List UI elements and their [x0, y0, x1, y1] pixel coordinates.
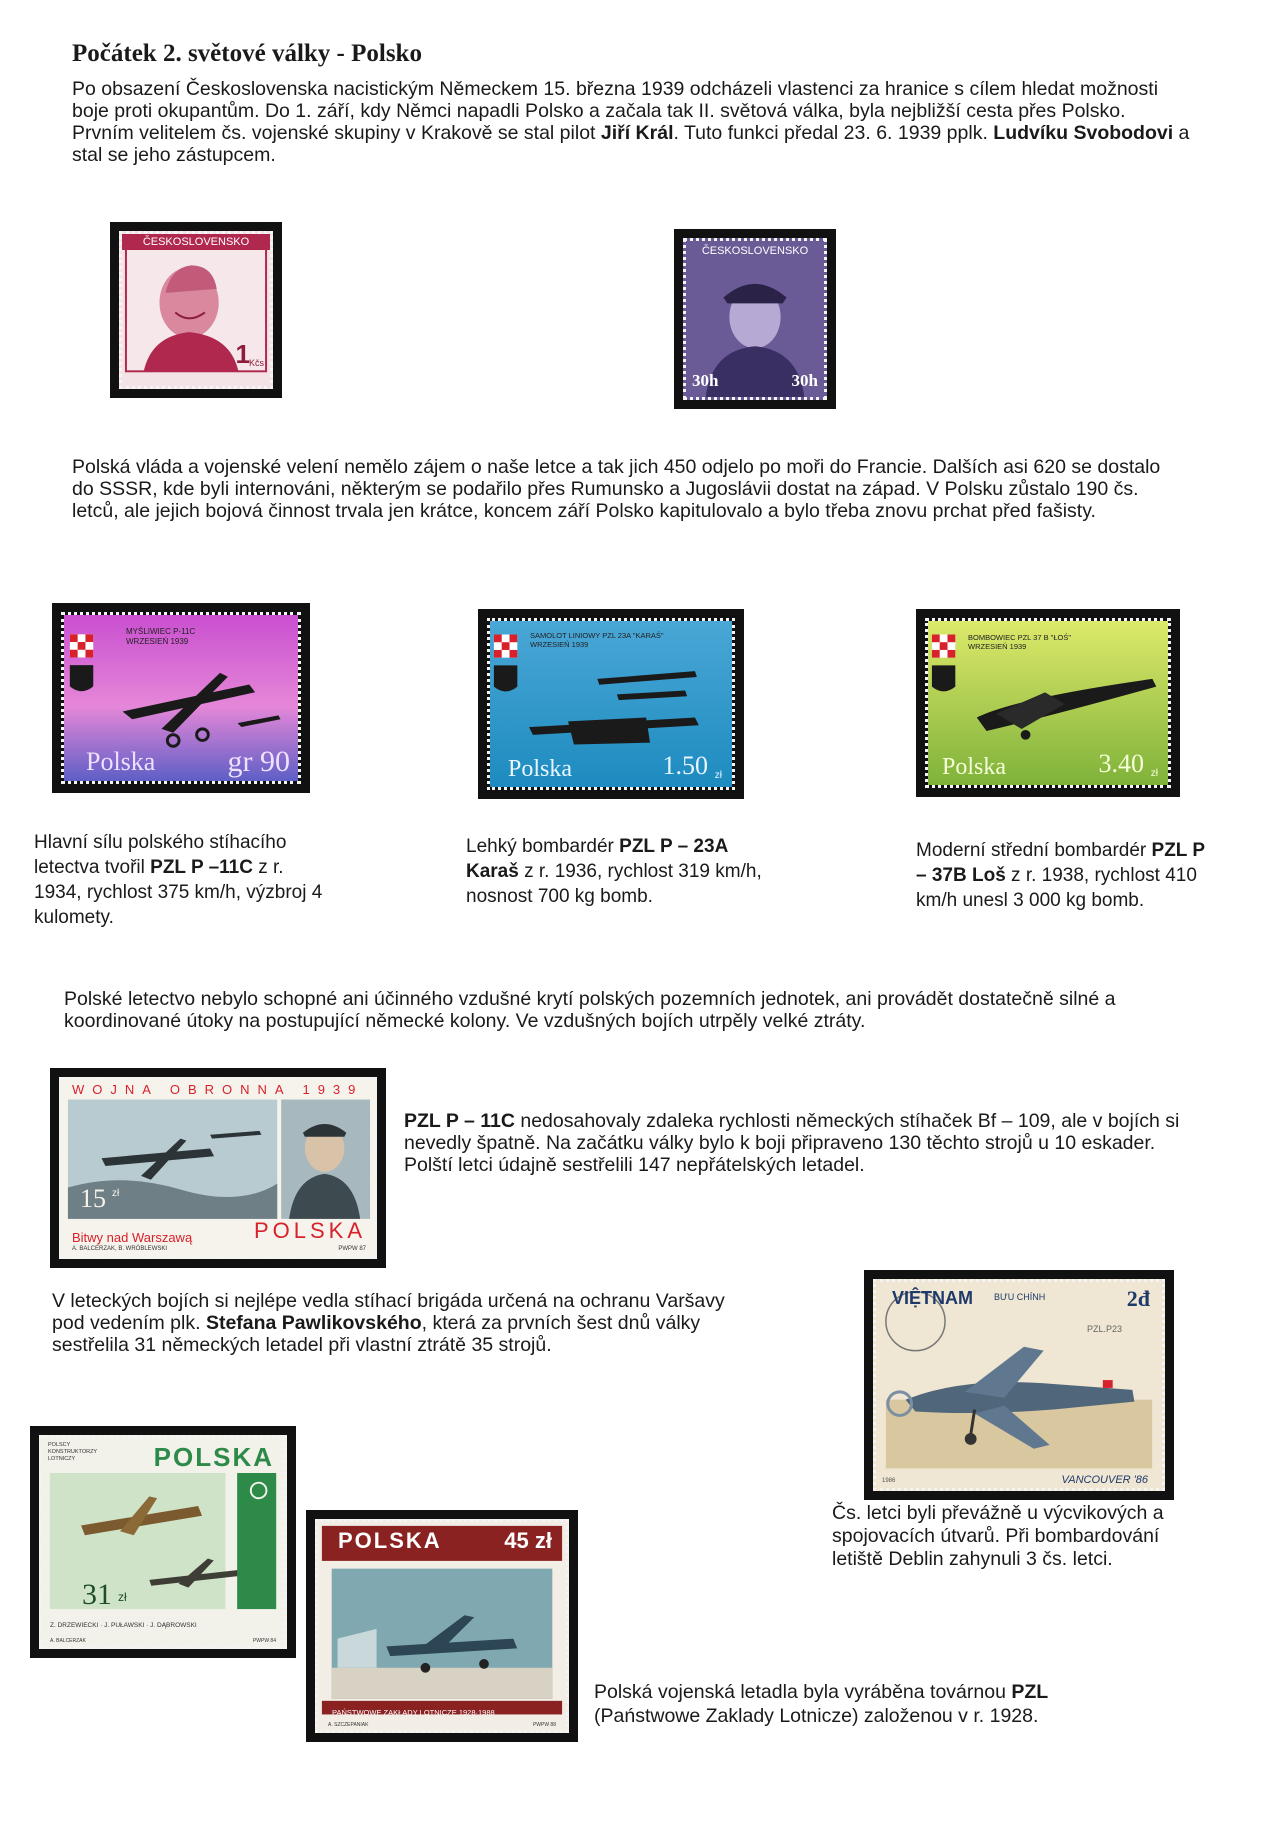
- stamp-country: Polska: [86, 747, 156, 776]
- stamp-credit: A. BALCERZAK, B. WRÓBLEWSKI: [72, 1246, 168, 1252]
- stamp-vietnam: [864, 1270, 1174, 1500]
- stamp-title-2: WRZESIEŃ 1939: [126, 637, 189, 646]
- stamp-bottom-text: PAŃSTWOWE ZAKŁADY LOTNICZE 1928·1988: [332, 1708, 495, 1717]
- stamp-country: POLSKA: [253, 1218, 366, 1243]
- stamp-country: ČESKOSLOVENSKO: [122, 234, 270, 250]
- stamp-pl-p11c: [52, 603, 310, 793]
- stamp-value: 45 zł: [504, 1528, 552, 1553]
- stamp-printer: PWPW 84: [252, 1638, 276, 1644]
- paragraph-evacuation: Polská vláda a vojenské velení nemělo zájem o naše letce a tak jich 450 odjelo po moři do Francie. Dalších asi 620 se dostalo do SSSR, kde byli internováni, některým se podařilo přes Rumunsko a Jugoslávii dostat na západ. V Polsku zůstalo 190 čs. letců, ale jejich bojová činnost trvala jen krátce, koncem září Polsko kapitulovalo a bylo třeba znovu prchat před fašisty.: [72, 456, 1161, 522]
- stamp-country: POLSKA: [153, 1442, 274, 1472]
- stamp-unit: zł: [1150, 768, 1158, 779]
- stamp-title-2: WRZESIEŃ 1939: [968, 642, 1027, 651]
- intro-text-1: Po obsazení Československa nacistickým Německem 15. března 1939 odcházeli vlastenci za hranice s cílem hledat možnosti boje proti okupantům. Do 1. září, kdy Němci napadli Polsko a začala tak II. světová válka, byla nejbližší cesta přes Polsko.: [72, 78, 1159, 122]
- stamp-value-left: 30h: [692, 371, 719, 390]
- stamp-unit: zł: [714, 770, 722, 781]
- stamp-title-1: BOMBOWIEC PZL 37 B "ŁOŚ": [968, 633, 1071, 642]
- pzl-p23-plane-image: [876, 1282, 1162, 1488]
- stamp-country: VIỆTNAM: [892, 1288, 973, 1308]
- stamp-post: BƯU CHÍNH: [994, 1292, 1046, 1302]
- stamp-cs-portrait: [110, 222, 282, 398]
- stamp-unit: zł: [112, 1188, 120, 1199]
- stamp-value-right: 30h: [791, 371, 818, 390]
- intro-text-2: Prvním velitelem čs. vojenské skupiny v Krakově se stal pilot Jiří Král. Tuto funkci předal 23. 6. 1939 pplk. Ludvíku Svobodovi a stal se jeho zástupcem.: [72, 122, 1190, 166]
- stamp-value: 15: [80, 1184, 106, 1213]
- caption-p37b: Moderní střední bombardér PZL P – 37B Loš z r. 1938, rychlost 410 km/h unesl 3 000 kg bomb.: [916, 840, 1205, 911]
- stamp-title-1: MYŚLIWIEC P-11C: [126, 627, 196, 636]
- paragraph-p11c: PZL P – 11C nedosahovaly zdaleka rychlosti německých stíhaček Bf – 109, ale v bojích si nevedly špatně. Na začátku války bylo k boji připraveno 130 těchto strojů u 10 eskader. Polští letci údajně sestřelili 147 nepřátelských letadel.: [404, 1110, 1180, 1176]
- paragraph-air-force: Polské letectvo nebylo schopné ani účinného vzdušné krytí polských pozemních jednotek, ani provádět dostatečně silné a koordinované útoky na postupující německé kolony. Ve vzdušných bojích utrpěly velké ztráty.: [64, 988, 1116, 1032]
- stamp-pl-p23a: [478, 609, 744, 799]
- stamp-unit: Kčs: [248, 358, 264, 368]
- stamp-credit: A. SZCZEPANIAK: [328, 1722, 369, 1728]
- stamp-credit: A. BALCERZAK: [50, 1638, 86, 1644]
- stamp-header: WOJNA OBRONNA 1939: [72, 1082, 364, 1097]
- stamp-event: VANCOUVER '86: [1061, 1474, 1148, 1486]
- stamp-unit: zł: [118, 1590, 127, 1604]
- stamp-country: POLSKA: [338, 1528, 442, 1553]
- caption-p11c: Hlavní sílu polského stíhacího letectva tvořil PZL P –11C z r. 1934, rychlost 375 km/h, výzbroj 4 kulomety.: [34, 832, 323, 928]
- stamp-pl-pzl: [306, 1510, 578, 1742]
- stamp-value: 1: [235, 339, 250, 369]
- page-title: Počátek 2. světové války - Polsko: [72, 40, 422, 67]
- stamp-printer: PWPW 87: [338, 1246, 366, 1252]
- paragraph-pzl-factory: Polská vojenská letadla byla vyráběna továrnou PZL (Państwowe Zaklady Lotnicze) založenou v r. 1928.: [594, 1681, 1049, 1727]
- paragraph-cs-pilots: Čs. letci byli převážně u výcvikových a spojovacích útvarů. Při bombardování letiště Deblin zahynuli 3 čs. letci.: [832, 1502, 1164, 1570]
- paragraph-brigade: V leteckých bojích si nejlépe vedla stíhací brigáda určená na ochranu Varšavy pod vedením plk. Stefana Pawlikovského, která za prvních šest dnů války sestřelila 31 německých letadel při vlastní ztrátě 35 strojů.: [52, 1290, 725, 1356]
- stamp-country: Polska: [942, 754, 1007, 780]
- stamp-cs-pilot: [674, 229, 836, 409]
- intro-paragraph: [72, 78, 1192, 166]
- stamp-subtitle: Bitwy nad Warszawą: [72, 1230, 193, 1245]
- stamp-title-1: SAMOLOT LINIOWY PZL 23A "KARAŚ": [530, 631, 664, 640]
- stamp-pl-konstruktorzy: [30, 1426, 296, 1658]
- stamp-pl-p37b: [916, 609, 1180, 797]
- stamp-value: gr 90: [227, 745, 290, 778]
- stamp-title-2: WRZESIEŃ 1939: [530, 640, 589, 649]
- stamp-top-text: POLSCY KONSTRUKTORZY LOTNICZY: [48, 1442, 97, 1462]
- stamp-country: ČESKOSLOVENSKO: [701, 245, 809, 257]
- stamp-value: 2đ: [1126, 1286, 1150, 1311]
- stamp-value: 1.50: [662, 751, 708, 780]
- stamp-pl-wojna-obronna: [50, 1068, 386, 1268]
- stamp-country: Polska: [508, 756, 573, 782]
- stamp-names: Z. DRZEWIECKI · J. PUŁAWSKI · J. DĄBROWSKI: [50, 1622, 197, 1629]
- stamp-plane-label: PZL.P23: [1086, 1324, 1122, 1334]
- stamp-printer: PWPW 88: [532, 1722, 556, 1728]
- caption-p23a: Lehký bombardér PZL P – 23A Karaš z r. 1936, rychlost 319 km/h, nosnost 700 kg bomb.: [466, 836, 762, 907]
- stamp-value: 3.40: [1098, 749, 1144, 778]
- stamp-year: 1986: [882, 1478, 896, 1484]
- stamp-value: 31: [82, 1578, 112, 1611]
